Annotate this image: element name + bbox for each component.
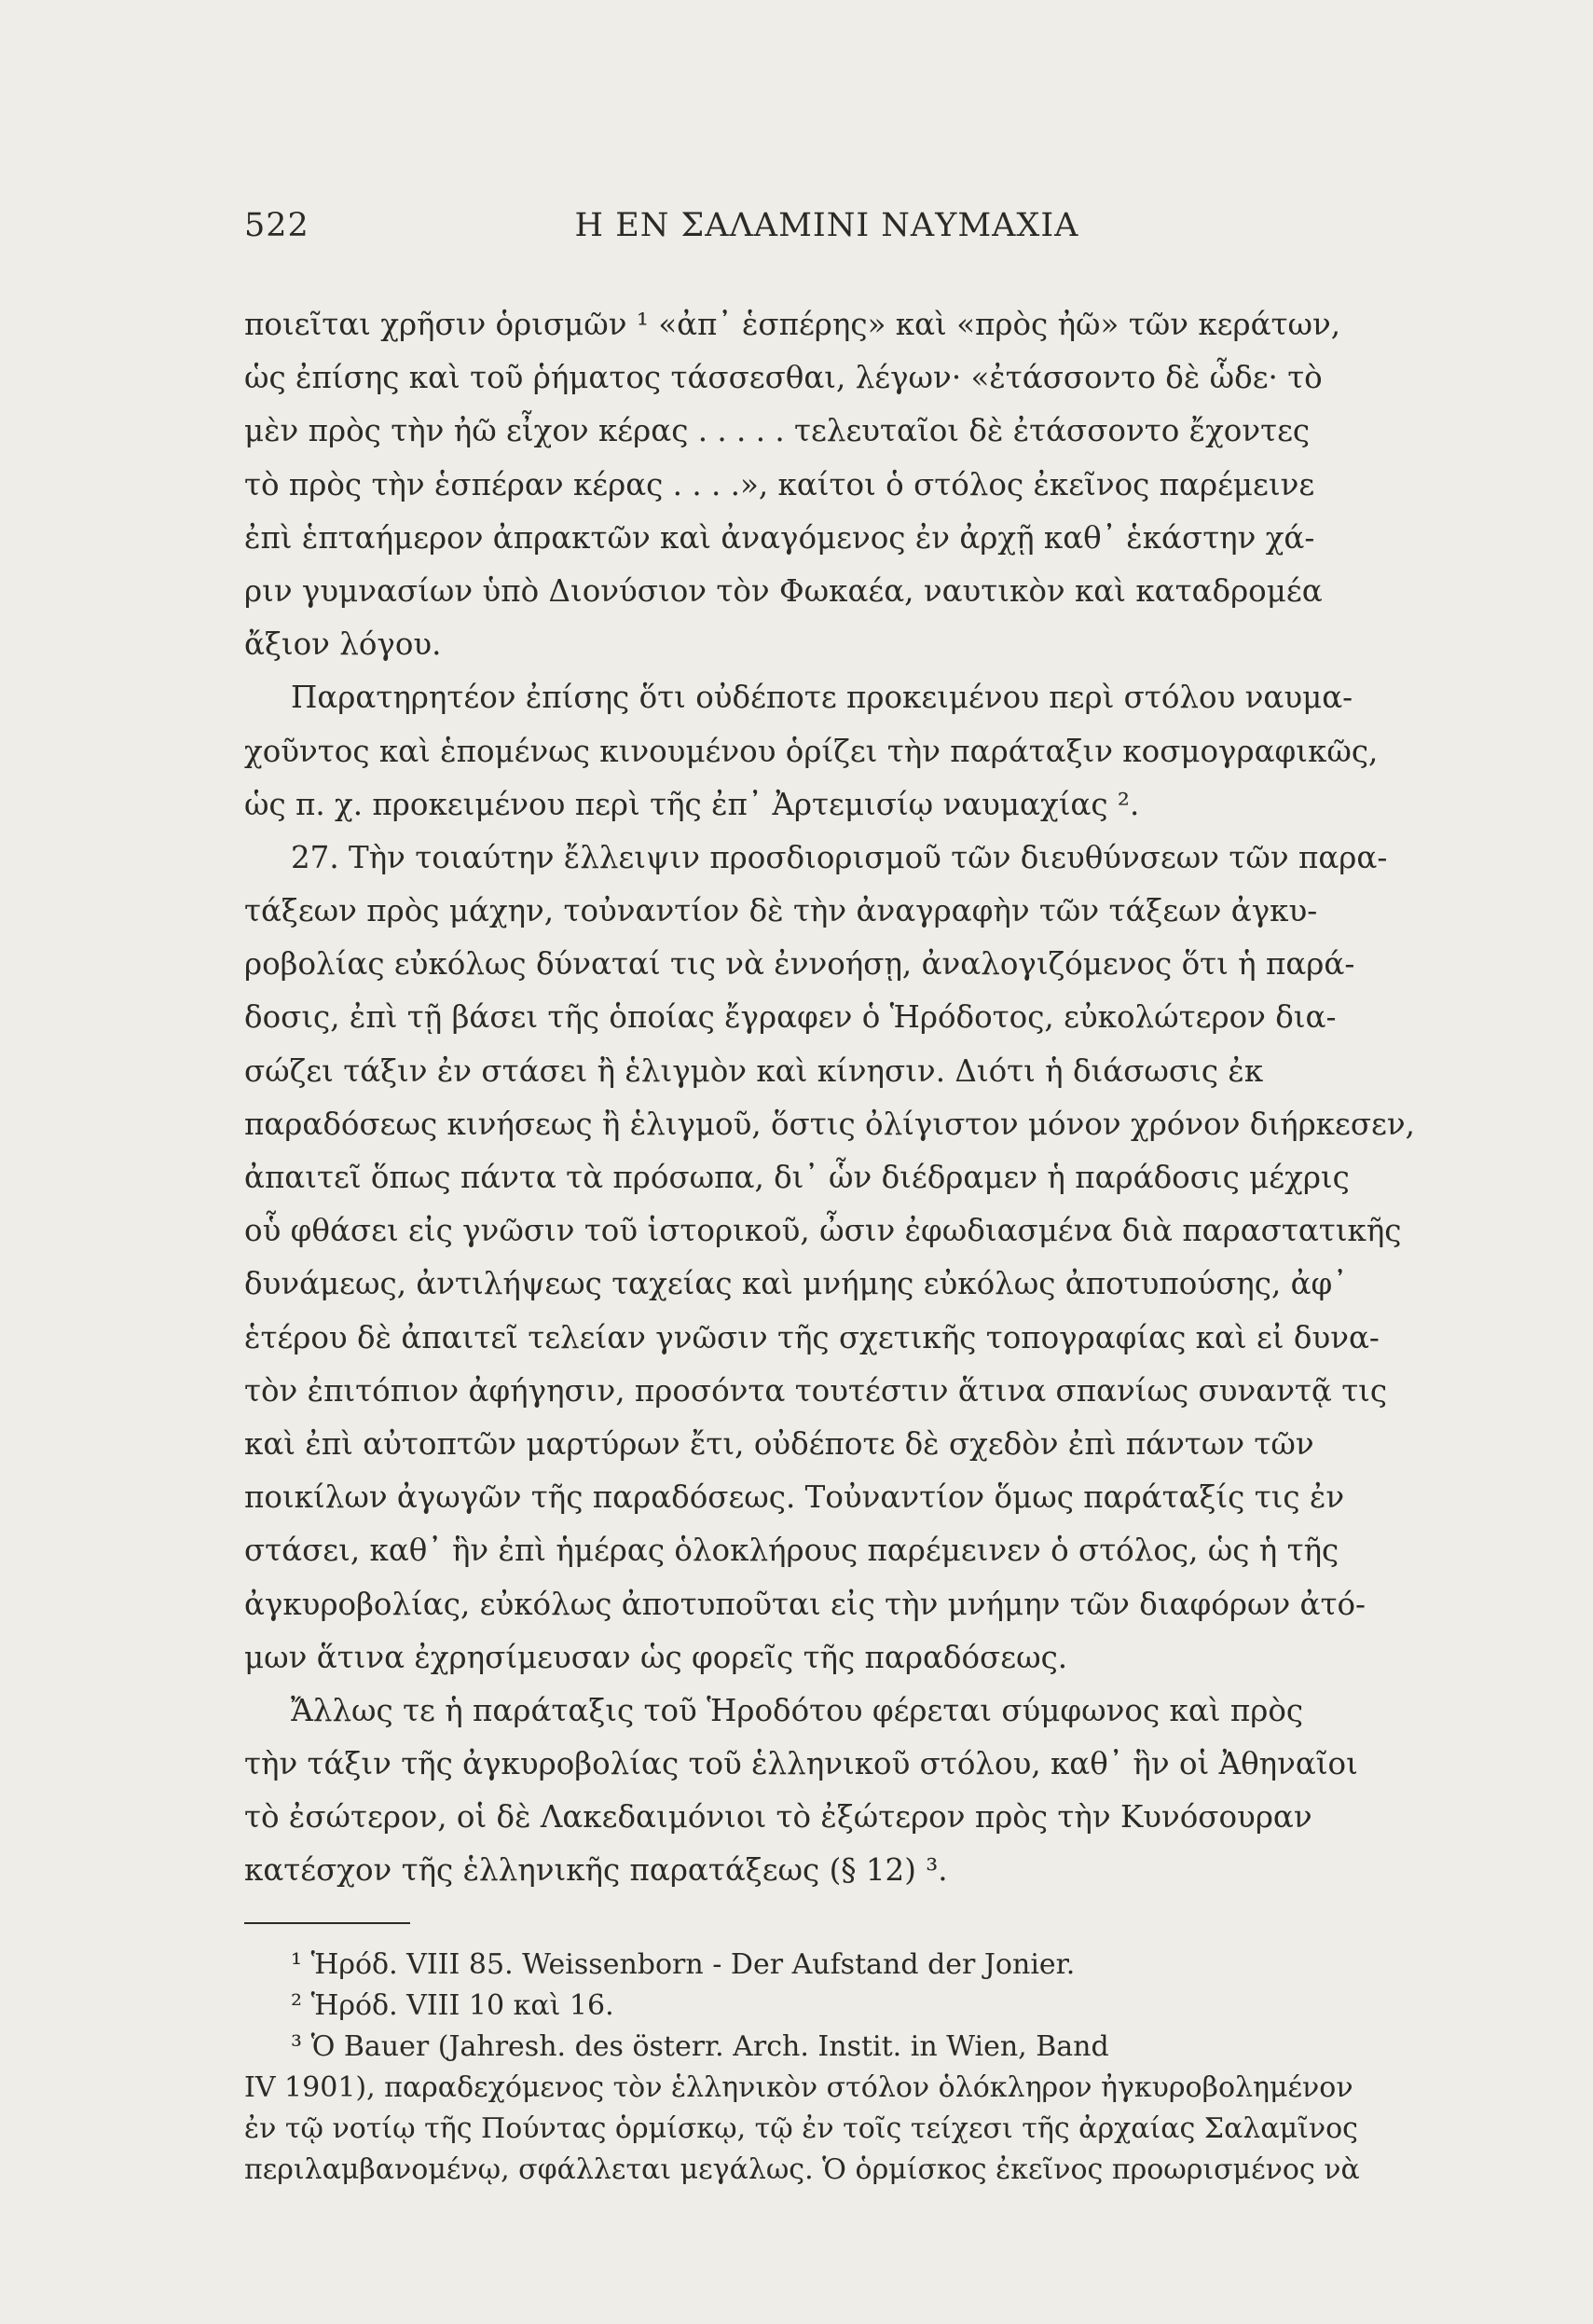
text-line: ἀγκυροβολίας, εὐκόλως ἀποτυποῦται εἰς τὴν μνήμην τῶν διαφόρων ἀτό- — [244, 1586, 1366, 1622]
text-line: σώζει τάξιν ἐν στάσει ἢ ἑλιγμὸν καὶ κίνησιν. Διότι ἡ διάσωσις ἐκ — [244, 1052, 1264, 1089]
text-line: ὡς ἐπίσης καὶ τοῦ ῥήματος τάσσεσθαι, λέγων· «ἐτάσσοντο δὲ ὧδε· τὸ — [244, 360, 1323, 396]
page-header — [244, 207, 1409, 263]
text-line: τὸ πρὸς τὴν ἑσπέραν κέρας . . . .», καίτοι ὁ στόλος ἐκεῖνος παρέμεινε — [244, 466, 1315, 502]
text-line: οὗ φθάσει εἰς γνῶσιν τοῦ ἱστορικοῦ, ὦσιν ἐφωδιασμένα διὰ παραστατικῆς — [244, 1213, 1402, 1249]
footnote-line: ¹ Ἡρόδ. VIII 85. Weissenborn - Der Aufstand der Jonier. — [291, 1948, 1076, 1981]
text-line: μὲν πρὸς τὴν ἠῶ εἶχον κέρας . . . . . τελευταῖοι δὲ ἐτάσσοντο ἔχοντες — [244, 413, 1311, 449]
text-line: καὶ ἐπὶ αὐτοπτῶν μαρτύρων ἔτι, οὐδέποτε δὲ σχεδὸν ἐπὶ πάντων τῶν — [244, 1425, 1314, 1462]
text-line: ἀπαιτεῖ ὅπως πάντα τὰ πρόσωπα, δι᾽ ὧν διέδραμεν ἡ παράδοσις μέχρις — [244, 1160, 1350, 1195]
footnote-line: ³ Ὁ Bauer (Jahresh. des österr. Arch. Instit. in Wien, Band — [291, 2030, 1109, 2063]
text-line: ἐπὶ ἑπταήμερον ἀπρακτῶν καὶ ἀναγόμενος ἐν ἀρχῇ καθ᾽ ἑκάστην χά- — [244, 519, 1315, 556]
text-line: κατέσχον τῆς ἑλληνικῆς παρατάξεως (§ 12) ³. — [244, 1852, 948, 1889]
footnote-line: IV 1901), παραδεχόμενος τὸν ἑλληνικὸν στόλον ὁλόκληρον ἠγκυροβολημένον — [244, 2071, 1353, 2104]
text-line: τὸν ἐπιτόπιον ἀφήγησιν, προσόντα τουτέστιν ἅτινα σπανίως συναντᾷ τις — [244, 1372, 1388, 1409]
text-line: ὡς π. χ. προκειμένου περὶ τῆς ἐπ᾽ Ἀρτεμισίῳ ναυμαχίας ². — [244, 786, 1140, 822]
main-text — [244, 298, 1415, 1898]
text-line: ποικίλων ἀγωγῶν τῆς παραδόσεως. Τοὐναντίον ὅμως παράταξίς τις ἐν — [244, 1479, 1345, 1516]
footnote-line: περιλαμβανομένῳ, σφάλλεται μεγάλως. Ὁ ὁρμίσκος ἐκεῖνος προωρισμένος νὰ — [244, 2153, 1360, 2186]
text-line: δυνάμεως, ἀντιλήψεως ταχείας καὶ μνήμης εὐκόλως ἀποτυπούσης, ἀφ᾽ — [244, 1266, 1348, 1302]
text-line: 27. Τὴν τοιαύτην ἔλλειψιν προσδιορισμοῦ τῶν διευθύνσεων τῶν παρα- — [291, 839, 1388, 875]
text-line: τὴν τάξιν τῆς ἀγκυροβολίας τοῦ ἑλληνικοῦ στόλου, καθ᾽ ἣν οἱ Ἀθηναῖοι — [244, 1746, 1358, 1782]
footnote-separator — [244, 1922, 410, 1924]
footnote-line: ἐν τῷ νοτίῳ τῆς Πούντας ὁρμίσκῳ, τῷ ἐν τοῖς τείχεσι τῆς ἀρχαίας Σαλαμῖνος — [244, 2112, 1358, 2145]
text-line: στάσει, καθ᾽ ἣν ἐπὶ ἡμέρας ὁλοκλήρους παρέμεινεν ὁ στόλος, ὡς ἡ τῆς — [244, 1533, 1339, 1569]
text-line: ριν γυμνασίων ὑπὸ Διονύσιον τὸν Φωκαέα, ναυτικὸν καὶ καταδρομέα — [244, 572, 1323, 609]
text-line: χοῦντος καὶ ἑπομένως κινουμένου ὁρίζει τὴν παράταξιν κοσμογραφικῶς, — [244, 733, 1379, 769]
text-line: μων ἅτινα ἐχρησίμευσαν ὡς φορεῖς τῆς παραδόσεως. — [244, 1639, 1068, 1675]
running-title: Η ΕΝ ΣΑΛΑΜΙΝΙ ΝΑΥΜΑΧΙΑ — [574, 207, 1079, 244]
text-line: δοσις, ἐπὶ τῇ βάσει τῆς ὁποίας ἔγραφεν ὁ Ἡρόδοτος, εὐκολώτερον δια- — [244, 999, 1337, 1036]
text-line: Παρατηρητέον ἐπίσης ὅτι οὐδέποτε προκειμένου περὶ στόλου ναυμα- — [291, 680, 1353, 716]
page-number: 522 — [244, 207, 309, 244]
footnotes — [244, 1945, 1409, 2191]
footnote-line: ² Ἡρόδ. VIII 10 καὶ 16. — [291, 1989, 614, 2022]
text-line: ἑτέρου δὲ ἀπαιτεῖ τελείαν γνῶσιν τῆς σχετικῆς τοπογραφίας καὶ εἰ δυνα- — [244, 1319, 1380, 1355]
text-line: ποιεῖται χρῆσιν ὁρισμῶν ¹ «ἀπ᾽ ἑσπέρης» καὶ «πρὸς ἠῶ» τῶν κεράτων, — [244, 307, 1341, 342]
text-line: τάξεων πρὸς μάχην, τοὐναντίον δὲ τὴν ἀναγραφὴν τῶν τάξεων ἀγκυ- — [244, 893, 1318, 929]
text-line: ἄξιον λόγου. — [244, 626, 442, 663]
text-line: Ἄλλως τε ἡ παράταξις τοῦ Ἡροδότου φέρεται σύμφωνος καὶ πρὸς — [291, 1692, 1304, 1728]
text-line: ροβολίας εὐκόλως δύναταί τις νὰ ἐννοήσῃ, ἀναλογιζόμενος ὅτι ἡ παρά- — [244, 946, 1355, 983]
text-line: παραδόσεως κινήσεως ἢ ἑλιγμοῦ, ὅστις ὀλίγιστον μόνον χρόνον διήρκεσεν, — [244, 1106, 1415, 1142]
text-line: τὸ ἐσώτερον, οἱ δὲ Λακεδαιμόνιοι τὸ ἐξώτερον πρὸς τὴν Κυνόσουραν — [244, 1799, 1312, 1836]
